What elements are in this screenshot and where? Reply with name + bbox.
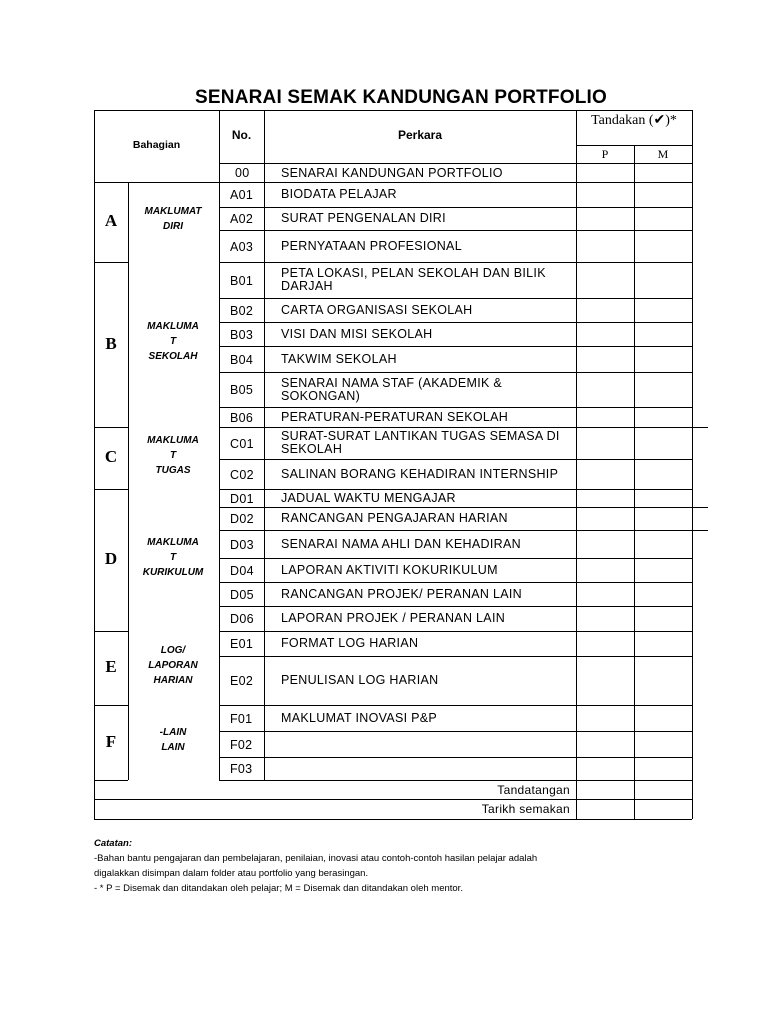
section-letter: A bbox=[104, 211, 118, 230]
row-number: B03 bbox=[230, 327, 254, 342]
row-number: 00 bbox=[235, 166, 250, 180]
grid-line bbox=[219, 731, 692, 732]
row-item: VISI DAN MISI SEKOLAH bbox=[281, 326, 433, 341]
header-tandakan: Tandakan (✔)* bbox=[591, 113, 677, 128]
grid-line bbox=[219, 110, 220, 780]
grid-line bbox=[634, 145, 635, 819]
row-item: SENARAI KANDUNGAN PORTFOLIO bbox=[281, 166, 503, 180]
grid-line bbox=[219, 346, 692, 347]
grid-line bbox=[219, 262, 692, 263]
section-letter: D bbox=[104, 549, 118, 568]
row-number: A01 bbox=[230, 188, 254, 202]
header-m: M bbox=[657, 147, 669, 161]
row-number: B06 bbox=[230, 410, 254, 425]
grid-line bbox=[219, 230, 692, 231]
grid-line bbox=[94, 110, 692, 111]
row-number: B02 bbox=[230, 303, 254, 318]
notes-heading: Catatan: bbox=[94, 838, 133, 849]
grid-line bbox=[219, 182, 692, 183]
header-no: No. bbox=[231, 128, 252, 142]
header-perkara: Perkara bbox=[397, 128, 443, 142]
review-date-label: Tarikh semakan bbox=[481, 802, 570, 816]
signature-label: Tandatangan bbox=[497, 783, 570, 797]
section-name: MAKLUMAT DIRI bbox=[144, 206, 202, 232]
grid-line bbox=[219, 530, 692, 531]
grid-line bbox=[219, 322, 692, 323]
row-item: TAKWIM SEKOLAH bbox=[281, 351, 397, 366]
row-item: SURAT PENGENALAN DIRI bbox=[281, 211, 446, 225]
row-item: CARTA ORGANISASI SEKOLAH bbox=[281, 302, 473, 317]
grid-line bbox=[94, 110, 95, 819]
grid-line bbox=[219, 407, 692, 408]
row-item: RANCANGAN PROJEK/ PERANAN LAIN bbox=[281, 586, 522, 601]
grid-line bbox=[219, 705, 692, 706]
grid-line bbox=[692, 507, 708, 508]
row-item: SENARAI NAMA AHLI DAN KEHADIRAN bbox=[281, 536, 521, 551]
grid-line bbox=[219, 656, 692, 657]
row-number: C02 bbox=[230, 467, 254, 482]
grid-line bbox=[219, 207, 692, 208]
grid-line bbox=[219, 507, 692, 508]
grid-line bbox=[94, 780, 128, 781]
grid-line bbox=[94, 631, 128, 632]
grid-line bbox=[94, 427, 128, 428]
row-item: MAKLUMAT INOVASI P&P bbox=[281, 710, 438, 725]
row-number: D02 bbox=[230, 512, 254, 526]
row-number: C01 bbox=[230, 436, 254, 451]
section-letter: B bbox=[105, 333, 117, 353]
grid-line bbox=[219, 372, 692, 373]
row-item: LAPORAN AKTIVITI KOKURIKULUM bbox=[281, 562, 498, 577]
page-title: SENARAI SEMAK KANDUNGAN PORTFOLIO bbox=[195, 87, 607, 108]
notes-line: - * P = Disemak dan ditandakan oleh pelajar; M = Disemak dan ditandakan oleh mentor. bbox=[94, 883, 463, 894]
grid-line bbox=[692, 530, 708, 531]
grid-line bbox=[692, 110, 693, 819]
grid-line bbox=[219, 298, 692, 299]
row-number: D01 bbox=[230, 491, 254, 506]
row-number: A02 bbox=[230, 212, 254, 226]
row-number: F02 bbox=[230, 737, 253, 752]
section-name: MAKLUMA T KURIKULUM bbox=[142, 536, 204, 578]
grid-line bbox=[94, 182, 128, 183]
row-item: PERNYATAAN PROFESIONAL bbox=[281, 238, 462, 253]
notes-line: -Bahan bantu pengajaran dan pembelajaran, penilaian, inovasi atau contoh-contoh hasilan pelajar adalah bbox=[94, 853, 538, 864]
row-number: B05 bbox=[230, 383, 254, 397]
row-item: PENULISAN LOG HARIAN bbox=[281, 673, 439, 687]
row-number: F03 bbox=[230, 762, 253, 776]
grid-line bbox=[219, 459, 692, 460]
section-letter: C bbox=[104, 447, 118, 466]
row-item: SENARAI NAMA STAF (AKADEMIK & SOKONGAN) bbox=[281, 375, 503, 403]
grid-line bbox=[94, 705, 128, 706]
grid-line bbox=[219, 582, 692, 583]
grid-line bbox=[264, 110, 265, 780]
row-item: PERATURAN-PERATURAN SEKOLAH bbox=[281, 409, 509, 424]
grid-line bbox=[692, 427, 708, 428]
row-item: RANCANGAN PENGAJARAN HARIAN bbox=[281, 511, 508, 525]
row-item: SURAT-SURAT LANTIKAN TUGAS SEMASA DI SEKOLAH bbox=[281, 429, 560, 456]
header-bahagian: Bahagian bbox=[132, 139, 181, 151]
grid-line bbox=[94, 262, 128, 263]
row-number: D03 bbox=[230, 537, 254, 552]
grid-line bbox=[219, 606, 692, 607]
row-item: JADUAL WAKTU MENGAJAR bbox=[281, 490, 456, 505]
row-item: BIODATA PELAJAR bbox=[281, 187, 397, 201]
row-number: D04 bbox=[230, 563, 254, 578]
row-item: SALINAN BORANG KEHADIRAN INTERNSHIP bbox=[281, 466, 559, 481]
grid-line bbox=[576, 110, 577, 819]
grid-line bbox=[219, 558, 692, 559]
header-p: P bbox=[601, 147, 609, 161]
grid-line bbox=[219, 757, 692, 758]
row-number: F01 bbox=[230, 711, 253, 726]
row-item: LAPORAN PROJEK / PERANAN LAIN bbox=[281, 611, 506, 625]
notes bbox=[94, 836, 537, 896]
section-name: LOG/ LAPORAN HARIAN bbox=[148, 644, 198, 686]
section-letter: E bbox=[105, 657, 117, 676]
grid-line bbox=[576, 145, 692, 146]
row-number: B01 bbox=[230, 273, 254, 288]
row-item: PETA LOKASI, PELAN SEKOLAH DAN BILIK DARJAH bbox=[281, 266, 546, 293]
section-name: MAKLUMA T TUGAS bbox=[147, 434, 199, 476]
row-number: D05 bbox=[230, 587, 254, 602]
grid-line bbox=[219, 427, 692, 428]
section-name: MAKLUMA T SEKOLAH bbox=[147, 321, 199, 362]
grid-line bbox=[94, 489, 128, 490]
grid-line bbox=[219, 163, 692, 164]
row-number: A03 bbox=[230, 239, 254, 254]
grid-line bbox=[128, 182, 129, 780]
section-name: -LAIN LAIN bbox=[159, 726, 187, 753]
row-number: B04 bbox=[230, 352, 254, 367]
row-number: D06 bbox=[230, 612, 254, 626]
grid-line bbox=[219, 489, 692, 490]
row-number: E02 bbox=[230, 674, 254, 688]
section-letter: F bbox=[105, 731, 117, 751]
grid-line bbox=[219, 631, 692, 632]
row-number: E01 bbox=[230, 637, 254, 651]
notes-line: digalakkan disimpan dalam folder atau portfolio yang berasingan. bbox=[94, 868, 369, 879]
grid-line bbox=[219, 780, 692, 781]
grid-line bbox=[94, 799, 692, 800]
row-item: FORMAT LOG HARIAN bbox=[281, 636, 419, 650]
grid-line bbox=[94, 819, 692, 820]
